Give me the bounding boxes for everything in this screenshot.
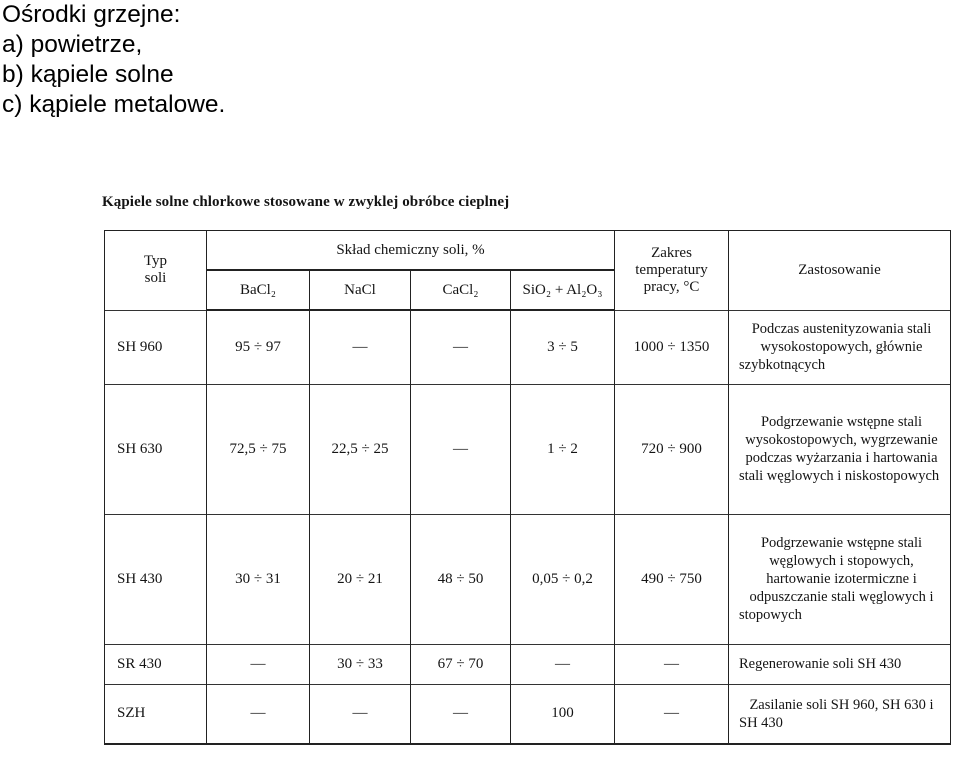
cell-nacl: 30 ÷ 33 <box>310 644 411 684</box>
cell-cacl2: — <box>411 684 511 744</box>
cell-nacl: 20 ÷ 21 <box>310 514 411 644</box>
cell-type: SR 430 <box>105 644 207 684</box>
table-row <box>105 514 951 644</box>
cell-temperature: 490 ÷ 750 <box>615 514 729 644</box>
cell-type: SZH <box>105 684 207 744</box>
cell-nacl: 22,5 ÷ 25 <box>310 384 411 514</box>
cell-sio2-al2o3: 1 ÷ 2 <box>511 384 615 514</box>
cell-type: SH 430 <box>105 514 207 644</box>
cell-application: Podgrzewanie wstępne stali węglowych i stopowych, hartowanie izotermiczne i odpuszczanie stali węglowych i stopowych <box>729 514 951 644</box>
cell-nacl: — <box>310 684 411 744</box>
header-type <box>105 231 207 311</box>
cell-sio2-al2o3: 3 ÷ 5 <box>511 310 615 384</box>
cell-application: Podgrzewanie wstępne stali wysokostopowych, wygrzewanie podczas wyżarzania i hartowania stali węglowych i niskostopowych <box>729 384 951 514</box>
header-application: Zastosowanie <box>729 231 951 311</box>
cell-temperature: — <box>615 684 729 744</box>
cell-bacl2: 72,5 ÷ 75 <box>207 384 310 514</box>
cell-sio2-al2o3: — <box>511 644 615 684</box>
header-type-line2: soli <box>144 270 167 287</box>
intro-text <box>2 0 225 120</box>
salt-bath-table <box>104 230 951 745</box>
header-type-line1: Typ <box>143 253 168 270</box>
cell-application: Regenerowanie soli SH 430 <box>729 644 951 684</box>
table-row <box>105 644 951 684</box>
header-nacl: NaCl <box>310 270 411 310</box>
cell-cacl2: 67 ÷ 70 <box>411 644 511 684</box>
header-temp-line1: Zakres <box>651 244 692 261</box>
intro-item-c: c) kąpiele metalowe. <box>2 91 226 118</box>
intro-item-b: b) kąpiele solne <box>2 61 174 88</box>
cell-bacl2: 95 ÷ 97 <box>207 310 310 384</box>
cell-application: Podczas austenityzowania stali wysokostopowych, głównie szybkotnących <box>729 310 951 384</box>
cell-cacl2: — <box>411 310 511 384</box>
table-row <box>105 310 951 384</box>
cell-bacl2: — <box>207 684 310 744</box>
header-temperature <box>615 231 729 311</box>
header-cacl2: CaCl₂ <box>411 270 511 310</box>
cell-temperature: — <box>615 644 729 684</box>
table-caption: Kąpiele solne chlorkowe stosowane w zwyklej obróbce cieplnej <box>102 194 510 210</box>
intro-heading: Ośrodki grzejne: <box>2 1 181 28</box>
cell-bacl2: 30 ÷ 31 <box>207 514 310 644</box>
cell-sio2-al2o3: 100 <box>511 684 615 744</box>
scanned-table-image <box>98 190 958 767</box>
cell-bacl2: — <box>207 644 310 684</box>
cell-cacl2: — <box>411 384 511 514</box>
table-row <box>105 684 951 744</box>
cell-type: SH 960 <box>105 310 207 384</box>
header-composition: Skład chemiczny soli, % <box>207 231 615 271</box>
cell-nacl: — <box>310 310 411 384</box>
table-row <box>105 384 951 514</box>
cell-temperature: 720 ÷ 900 <box>615 384 729 514</box>
cell-application: Zasilanie soli SH 960, SH 630 i SH 430 <box>729 684 951 744</box>
intro-item-a: a) powietrze, <box>2 31 143 58</box>
cell-type: SH 630 <box>105 384 207 514</box>
cell-sio2-al2o3: 0,05 ÷ 0,2 <box>511 514 615 644</box>
header-temp-line3: pracy, °C <box>643 278 700 295</box>
cell-temperature: 1000 ÷ 1350 <box>615 310 729 384</box>
header-sio2-al2o3: SiO₂ + Al₂O₃ <box>511 270 615 310</box>
header-temp-line2: temperatury <box>635 261 708 278</box>
cell-cacl2: 48 ÷ 50 <box>411 514 511 644</box>
header-bacl2: BaCl₂ <box>207 270 310 310</box>
